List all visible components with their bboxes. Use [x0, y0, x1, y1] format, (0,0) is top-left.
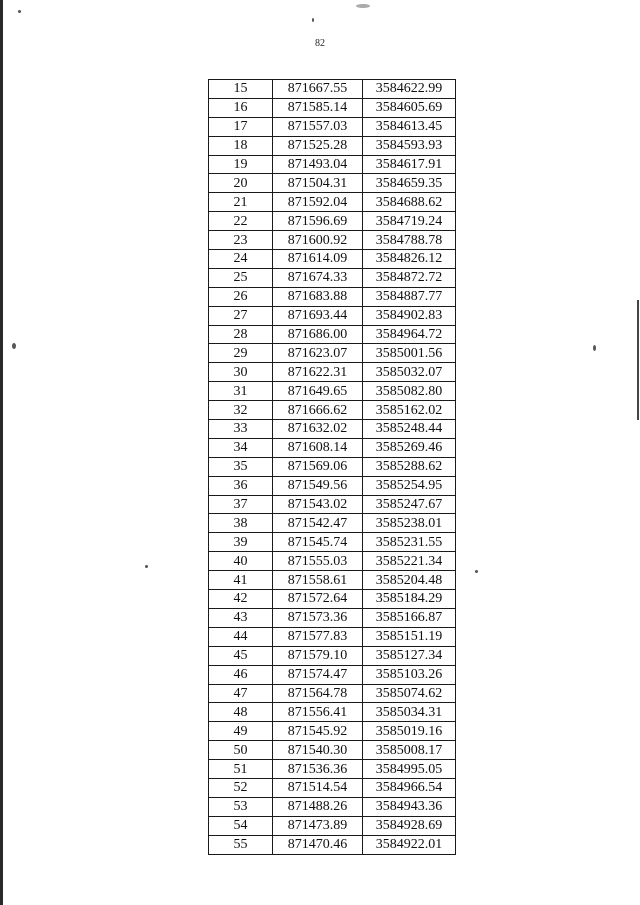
- x-coordinate-cell: 871623.07: [273, 344, 363, 363]
- table-row: [209, 703, 456, 722]
- y-coordinate-cell: 3585074.62: [363, 684, 456, 703]
- x-coordinate-cell: 871549.56: [273, 476, 363, 495]
- table-row: [209, 98, 456, 117]
- y-coordinate-cell: 3584928.69: [363, 816, 456, 835]
- point-number-cell: 28: [209, 325, 273, 344]
- point-number-cell: 47: [209, 684, 273, 703]
- table-row: [209, 401, 456, 420]
- table-row: [209, 136, 456, 155]
- table-row: [209, 835, 456, 854]
- table-row: [209, 325, 456, 344]
- y-coordinate-cell: 3585001.56: [363, 344, 456, 363]
- x-coordinate-cell: 871666.62: [273, 401, 363, 420]
- point-number-cell: 29: [209, 344, 273, 363]
- point-number-cell: 34: [209, 438, 273, 457]
- table-row: [209, 816, 456, 835]
- table-row: [209, 797, 456, 816]
- y-coordinate-cell: 3584617.91: [363, 155, 456, 174]
- x-coordinate-cell: 871614.09: [273, 250, 363, 269]
- x-coordinate-cell: 871557.03: [273, 117, 363, 136]
- point-number-cell: 50: [209, 741, 273, 760]
- y-coordinate-cell: 3584995.05: [363, 760, 456, 779]
- table-row: [209, 268, 456, 287]
- table-row: [209, 438, 456, 457]
- table-row: [209, 250, 456, 269]
- point-number-cell: 22: [209, 212, 273, 231]
- y-coordinate-cell: 3584593.93: [363, 136, 456, 155]
- table-row: [209, 212, 456, 231]
- table-row: [209, 741, 456, 760]
- x-coordinate-cell: 871540.30: [273, 741, 363, 760]
- x-coordinate-cell: 871569.06: [273, 457, 363, 476]
- x-coordinate-cell: 871600.92: [273, 231, 363, 250]
- coordinates-table: [208, 79, 456, 855]
- y-coordinate-cell: 3585231.55: [363, 533, 456, 552]
- point-number-cell: 30: [209, 363, 273, 382]
- table-row: [209, 193, 456, 212]
- y-coordinate-cell: 3584826.12: [363, 250, 456, 269]
- table-body: [209, 80, 456, 855]
- y-coordinate-cell: 3584688.62: [363, 193, 456, 212]
- point-number-cell: 51: [209, 760, 273, 779]
- table-row: [209, 590, 456, 609]
- x-coordinate-cell: 871504.31: [273, 174, 363, 193]
- x-coordinate-cell: 871545.92: [273, 722, 363, 741]
- x-coordinate-cell: 871542.47: [273, 514, 363, 533]
- scan-right-edge-mark: [637, 300, 639, 420]
- x-coordinate-cell: 871579.10: [273, 646, 363, 665]
- y-coordinate-cell: 3584788.78: [363, 231, 456, 250]
- point-number-cell: 15: [209, 80, 273, 99]
- y-coordinate-cell: 3585103.26: [363, 665, 456, 684]
- table-row: [209, 552, 456, 571]
- x-coordinate-cell: 871543.02: [273, 495, 363, 514]
- y-coordinate-cell: 3585166.87: [363, 608, 456, 627]
- y-coordinate-cell: 3584922.01: [363, 835, 456, 854]
- point-number-cell: 49: [209, 722, 273, 741]
- x-coordinate-cell: 871573.36: [273, 608, 363, 627]
- table-row: [209, 627, 456, 646]
- table-row: [209, 778, 456, 797]
- point-number-cell: 44: [209, 627, 273, 646]
- y-coordinate-cell: 3584964.72: [363, 325, 456, 344]
- y-coordinate-cell: 3585288.62: [363, 457, 456, 476]
- table-row: [209, 722, 456, 741]
- scan-speck: [12, 343, 16, 349]
- table-row: [209, 608, 456, 627]
- point-number-cell: 24: [209, 250, 273, 269]
- y-coordinate-cell: 3584872.72: [363, 268, 456, 287]
- table-row: [209, 665, 456, 684]
- y-coordinate-cell: 3584887.77: [363, 287, 456, 306]
- point-number-cell: 18: [209, 136, 273, 155]
- point-number-cell: 39: [209, 533, 273, 552]
- y-coordinate-cell: 3584613.45: [363, 117, 456, 136]
- table-row: [209, 363, 456, 382]
- scan-left-edge: [0, 0, 3, 905]
- y-coordinate-cell: 3585254.95: [363, 476, 456, 495]
- y-coordinate-cell: 3584966.54: [363, 778, 456, 797]
- table-row: [209, 117, 456, 136]
- point-number-cell: 20: [209, 174, 273, 193]
- point-number-cell: 52: [209, 778, 273, 797]
- table-row: [209, 514, 456, 533]
- x-coordinate-cell: 871592.04: [273, 193, 363, 212]
- x-coordinate-cell: 871493.04: [273, 155, 363, 174]
- point-number-cell: 35: [209, 457, 273, 476]
- y-coordinate-cell: 3585221.34: [363, 552, 456, 571]
- y-coordinate-cell: 3585204.48: [363, 571, 456, 590]
- y-coordinate-cell: 3584605.69: [363, 98, 456, 117]
- x-coordinate-cell: 871488.26: [273, 797, 363, 816]
- y-coordinate-cell: 3584943.36: [363, 797, 456, 816]
- point-number-cell: 32: [209, 401, 273, 420]
- point-number-cell: 54: [209, 816, 273, 835]
- point-number-cell: 19: [209, 155, 273, 174]
- point-number-cell: 55: [209, 835, 273, 854]
- x-coordinate-cell: 871572.64: [273, 590, 363, 609]
- table-row: [209, 457, 456, 476]
- x-coordinate-cell: 871473.89: [273, 816, 363, 835]
- x-coordinate-cell: 871558.61: [273, 571, 363, 590]
- x-coordinate-cell: 871622.31: [273, 363, 363, 382]
- point-number-cell: 42: [209, 590, 273, 609]
- x-coordinate-cell: 871470.46: [273, 835, 363, 854]
- table-row: [209, 646, 456, 665]
- y-coordinate-cell: 3584902.83: [363, 306, 456, 325]
- y-coordinate-cell: 3584659.35: [363, 174, 456, 193]
- y-coordinate-cell: 3585238.01: [363, 514, 456, 533]
- x-coordinate-cell: 871525.28: [273, 136, 363, 155]
- table-row: [209, 571, 456, 590]
- point-number-cell: 33: [209, 420, 273, 439]
- y-coordinate-cell: 3585032.07: [363, 363, 456, 382]
- scan-speck: [18, 10, 21, 13]
- scan-speck: [312, 18, 314, 22]
- table-row: [209, 344, 456, 363]
- x-coordinate-cell: 871683.88: [273, 287, 363, 306]
- y-coordinate-cell: 3585019.16: [363, 722, 456, 741]
- x-coordinate-cell: 871514.54: [273, 778, 363, 797]
- point-number-cell: 31: [209, 382, 273, 401]
- x-coordinate-cell: 871686.00: [273, 325, 363, 344]
- point-number-cell: 25: [209, 268, 273, 287]
- point-number-cell: 40: [209, 552, 273, 571]
- point-number-cell: 45: [209, 646, 273, 665]
- x-coordinate-cell: 871556.41: [273, 703, 363, 722]
- x-coordinate-cell: 871649.65: [273, 382, 363, 401]
- x-coordinate-cell: 871545.74: [273, 533, 363, 552]
- scan-speck: [356, 4, 370, 8]
- point-number-cell: 16: [209, 98, 273, 117]
- y-coordinate-cell: 3585008.17: [363, 741, 456, 760]
- y-coordinate-cell: 3585184.29: [363, 590, 456, 609]
- point-number-cell: 17: [209, 117, 273, 136]
- table-row: [209, 382, 456, 401]
- x-coordinate-cell: 871667.55: [273, 80, 363, 99]
- point-number-cell: 43: [209, 608, 273, 627]
- table-row: [209, 287, 456, 306]
- point-number-cell: 36: [209, 476, 273, 495]
- table-row: [209, 80, 456, 99]
- x-coordinate-cell: 871536.36: [273, 760, 363, 779]
- x-coordinate-cell: 871608.14: [273, 438, 363, 457]
- scan-speck: [593, 345, 596, 351]
- y-coordinate-cell: 3585127.34: [363, 646, 456, 665]
- y-coordinate-cell: 3585162.02: [363, 401, 456, 420]
- point-number-cell: 48: [209, 703, 273, 722]
- table-row: [209, 306, 456, 325]
- x-coordinate-cell: 871574.47: [273, 665, 363, 684]
- table-row: [209, 420, 456, 439]
- x-coordinate-cell: 871693.44: [273, 306, 363, 325]
- x-coordinate-cell: 871555.03: [273, 552, 363, 571]
- x-coordinate-cell: 871674.33: [273, 268, 363, 287]
- page-number: 82: [315, 38, 325, 49]
- y-coordinate-cell: 3585247.67: [363, 495, 456, 514]
- point-number-cell: 26: [209, 287, 273, 306]
- x-coordinate-cell: 871577.83: [273, 627, 363, 646]
- scan-speck: [145, 565, 148, 568]
- scan-speck: [475, 570, 478, 573]
- point-number-cell: 41: [209, 571, 273, 590]
- y-coordinate-cell: 3585248.44: [363, 420, 456, 439]
- point-number-cell: 37: [209, 495, 273, 514]
- y-coordinate-cell: 3585269.46: [363, 438, 456, 457]
- y-coordinate-cell: 3584622.99: [363, 80, 456, 99]
- x-coordinate-cell: 871585.14: [273, 98, 363, 117]
- table-row: [209, 533, 456, 552]
- x-coordinate-cell: 871632.02: [273, 420, 363, 439]
- table-row: [209, 495, 456, 514]
- y-coordinate-cell: 3585151.19: [363, 627, 456, 646]
- table-row: [209, 684, 456, 703]
- x-coordinate-cell: 871564.78: [273, 684, 363, 703]
- point-number-cell: 46: [209, 665, 273, 684]
- y-coordinate-cell: 3584719.24: [363, 212, 456, 231]
- table-row: [209, 231, 456, 250]
- x-coordinate-cell: 871596.69: [273, 212, 363, 231]
- table-row: [209, 174, 456, 193]
- point-number-cell: 21: [209, 193, 273, 212]
- y-coordinate-cell: 3585034.31: [363, 703, 456, 722]
- y-coordinate-cell: 3585082.80: [363, 382, 456, 401]
- point-number-cell: 23: [209, 231, 273, 250]
- point-number-cell: 38: [209, 514, 273, 533]
- table-row: [209, 476, 456, 495]
- table-row: [209, 155, 456, 174]
- point-number-cell: 27: [209, 306, 273, 325]
- point-number-cell: 53: [209, 797, 273, 816]
- table-row: [209, 760, 456, 779]
